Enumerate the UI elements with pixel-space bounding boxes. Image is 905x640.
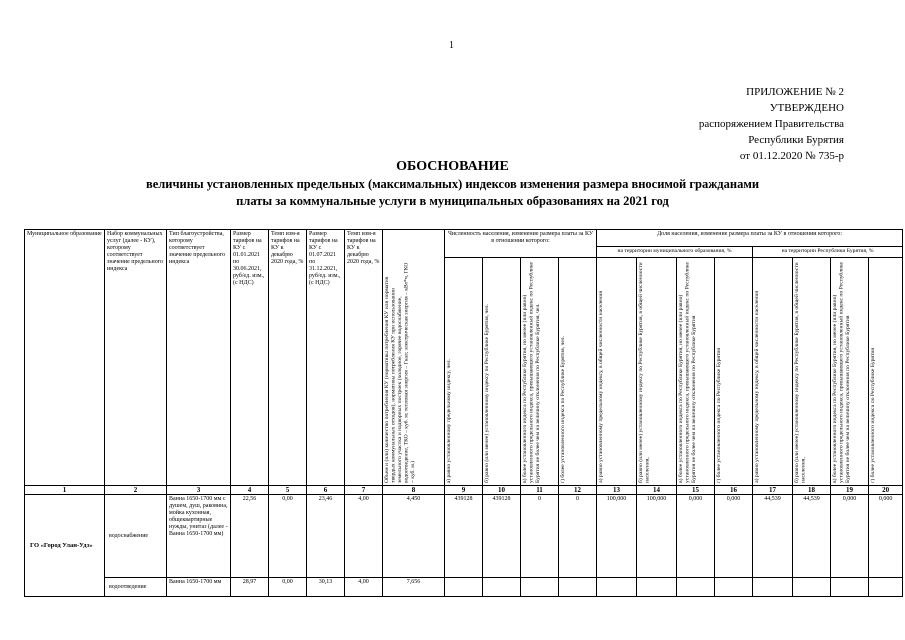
- header-text: б) равно (или менее) установленному индексу по Республике Бурятия, чел.: [484, 304, 490, 483]
- subgroup-header: на территории муниципального образования, %: [597, 247, 753, 258]
- service-cell: водоотведение: [105, 578, 167, 597]
- column-number: 1: [25, 486, 105, 495]
- header-cell: [831, 258, 869, 486]
- header-text: в) более установленного индекса по Республике Бурятия, но менее (или равно) установленного предельного индекса, превышающего установленный индекс по Республике Бурятия не более чем на величину отклонения по Республике Бурятия, чел.: [522, 262, 541, 483]
- header-text: в) более установленного индекса по Республике Бурятия, но менее (или равно) установленного предельного индекса, превышающего установленный индекс по Республике Бурятия не более чем на величину отклонения по Республике Бурятия: [832, 262, 852, 483]
- table-cell: [445, 578, 483, 597]
- appendix-line: ПРИЛОЖЕНИЕ № 2: [746, 86, 844, 98]
- column-number: 10: [483, 486, 521, 495]
- column-number: 8: [383, 486, 445, 495]
- header-cell: Размер тарифов на КУ с 01.07.2021 по 31.12.2021, руб/ед. изм., (с НДС): [307, 230, 345, 486]
- page-number: 1: [449, 40, 454, 51]
- header-text: г) более установленного индекса по Республике Бурятия: [716, 348, 723, 483]
- type-cell: Ванна 1650-1700 мм: [167, 578, 231, 597]
- table-cell: [831, 578, 869, 597]
- column-number: 18: [793, 486, 831, 495]
- header-cell: [753, 258, 793, 486]
- table-cell: [677, 578, 715, 597]
- table-row: [25, 578, 903, 597]
- document-title: [0, 158, 905, 210]
- header-cell: Темп изм-я тарифов на КУ к декабрю 2020 года, %: [269, 230, 307, 486]
- table-cell: [753, 578, 793, 597]
- header-cell: [383, 230, 445, 486]
- appendix-line: распоряжением Правительства: [698, 118, 844, 130]
- header-cell: [869, 258, 903, 486]
- table-cell: 4,450: [383, 495, 445, 578]
- header-cell: [445, 258, 483, 486]
- table-cell: [715, 578, 753, 597]
- municipality-cell: ГО «Город Улан-Удэ»: [25, 495, 105, 597]
- header-cell: [521, 258, 559, 486]
- appendix-line: от 01.12.2020 № 735-р: [739, 150, 844, 162]
- header-cell: [483, 258, 521, 486]
- column-number: 9: [445, 486, 483, 495]
- header-text: б) равно (или менее) установленному индексу по Республике Бурятия, в общей численности населения,: [638, 262, 651, 483]
- table-cell: [793, 578, 831, 597]
- table-cell: 30,13: [307, 578, 345, 597]
- header-cell: [597, 258, 637, 486]
- column-number: 6: [307, 486, 345, 495]
- header-text: г) более установленного индекса по Республике Бурятия, чел.: [560, 335, 566, 483]
- justification-table: [24, 229, 903, 597]
- header-cell: Муниципальное образование: [25, 230, 105, 486]
- header-text: в) более установленного индекса по Республике Бурятия, но менее (или равно) установленного предельного индекса, превышающего установленный индекс по Республике Бурятия не более чем на величину отклонения по Республике Бурятия: [678, 262, 698, 483]
- table-cell: 0,000: [715, 495, 753, 578]
- column-number: 4: [231, 486, 269, 495]
- table-cell: 7,656: [383, 578, 445, 597]
- header-text: а) равно установленному предельному индексу, в общей численности населения: [598, 291, 605, 483]
- table-cell: 100,000: [597, 495, 637, 578]
- table-cell: [637, 578, 677, 597]
- header-cell: [715, 258, 753, 486]
- table-cell: 44,539: [753, 495, 793, 578]
- group-header: Доля населения, изменение размера платы за КУ в отношении которого:: [597, 230, 903, 247]
- table-cell: 100,000: [637, 495, 677, 578]
- table-cell: 0,00: [269, 578, 307, 597]
- header-text: г) более установленного индекса по Республике Бурятия: [870, 348, 877, 483]
- header-text: а) равно установленному предельному индексу, в общей численности населения: [754, 291, 761, 483]
- column-number-row: [25, 486, 903, 495]
- header-cell: [559, 258, 597, 486]
- table-cell: [521, 578, 559, 597]
- column-number: 14: [637, 486, 677, 495]
- column-number: 12: [559, 486, 597, 495]
- table-cell: 44,539: [793, 495, 831, 578]
- column-number: 7: [345, 486, 383, 495]
- column-number: 17: [753, 486, 793, 495]
- service-cell: водоснабжение: [105, 495, 167, 578]
- table-cell: 0,000: [831, 495, 869, 578]
- table-cell: 439128: [483, 495, 521, 578]
- title-line: платы за коммунальные услуги в муниципальных образованиях на 2021 год: [236, 194, 669, 208]
- title-heading: ОБОСНОВАНИЕ: [396, 159, 509, 174]
- header-cell: [677, 258, 715, 486]
- appendix-line: Республики Бурятия: [748, 134, 844, 146]
- column-number: 11: [521, 486, 559, 495]
- group-header: Численность населения, изменение размера платы за КУ в отношении которого:: [445, 230, 597, 258]
- table-cell: 0,00: [269, 495, 307, 578]
- header-text: Объем и (или) количество потребления КУ (нормативы потребления КУ или норматив твердых коммунальных отходов), нормативы потребления КУ при использовании земельного участка и надворных построек (холодное, горячее водоснабжение, водоотведение, ТКО – куб. м; тепловая энергия – Гкал; электрическая энергия – кВт*ч, ГКО – куб. м.): [384, 262, 416, 483]
- header-cell: Темп изм-я тарифов на КУ к декабрю 2020 года, %: [345, 230, 383, 486]
- header-cell: Тип благоустройства, которому соответствует значение предельного индекса: [167, 230, 231, 486]
- table-cell: 0,000: [677, 495, 715, 578]
- subgroup-header: на территории Республики Бурятия, %: [753, 247, 903, 258]
- table-cell: 0: [521, 495, 559, 578]
- header-cell: [637, 258, 677, 486]
- table-cell: [597, 578, 637, 597]
- table-cell: 28,97: [231, 578, 269, 597]
- header-cell: [793, 258, 831, 486]
- column-number: 2: [105, 486, 167, 495]
- column-number: 3: [167, 486, 231, 495]
- column-number: 20: [869, 486, 903, 495]
- table-cell: 22,56: [231, 495, 269, 578]
- header-cell: Набор коммунальных услуг (далее - КУ), которому соответствует значение предельного индекса: [105, 230, 167, 486]
- column-number: 5: [269, 486, 307, 495]
- header-cell: Размер тарифов на КУ с 01.01.2021 по 30.06.2021, руб/ед. изм., (с НДС): [231, 230, 269, 486]
- table-cell: 0,000: [869, 495, 903, 578]
- type-cell: Ванна 1650-1700 мм с душем, душ, раковина, мойка кухонная, общеквартирные нужды, унитаз (далее - Ванна 1650-1700 мм): [167, 495, 231, 578]
- column-number: 13: [597, 486, 637, 495]
- table-cell: [559, 578, 597, 597]
- header-text: б) равно (или менее) установленному индексу по Республике Бурятия, в общей численности населения,: [794, 262, 807, 483]
- column-number: 16: [715, 486, 753, 495]
- table-cell: 4,00: [345, 578, 383, 597]
- column-number: 15: [677, 486, 715, 495]
- appendix-block: [699, 84, 844, 164]
- table-cell: 23,46: [307, 495, 345, 578]
- table-cell: 4,00: [345, 495, 383, 578]
- title-line: величины установленных предельных (максимальных) индексов изменения размера вносимой гражданами: [145, 177, 760, 191]
- table-cell: 0: [559, 495, 597, 578]
- table-cell: [483, 578, 521, 597]
- table-cell: 439128: [445, 495, 483, 578]
- appendix-line: УТВЕРЖДЕНО: [769, 102, 844, 114]
- column-number: 19: [831, 486, 869, 495]
- table-row: [25, 495, 903, 578]
- header-text: а) равно установленному предельному индексу, чел.: [446, 358, 452, 483]
- table-cell: [869, 578, 903, 597]
